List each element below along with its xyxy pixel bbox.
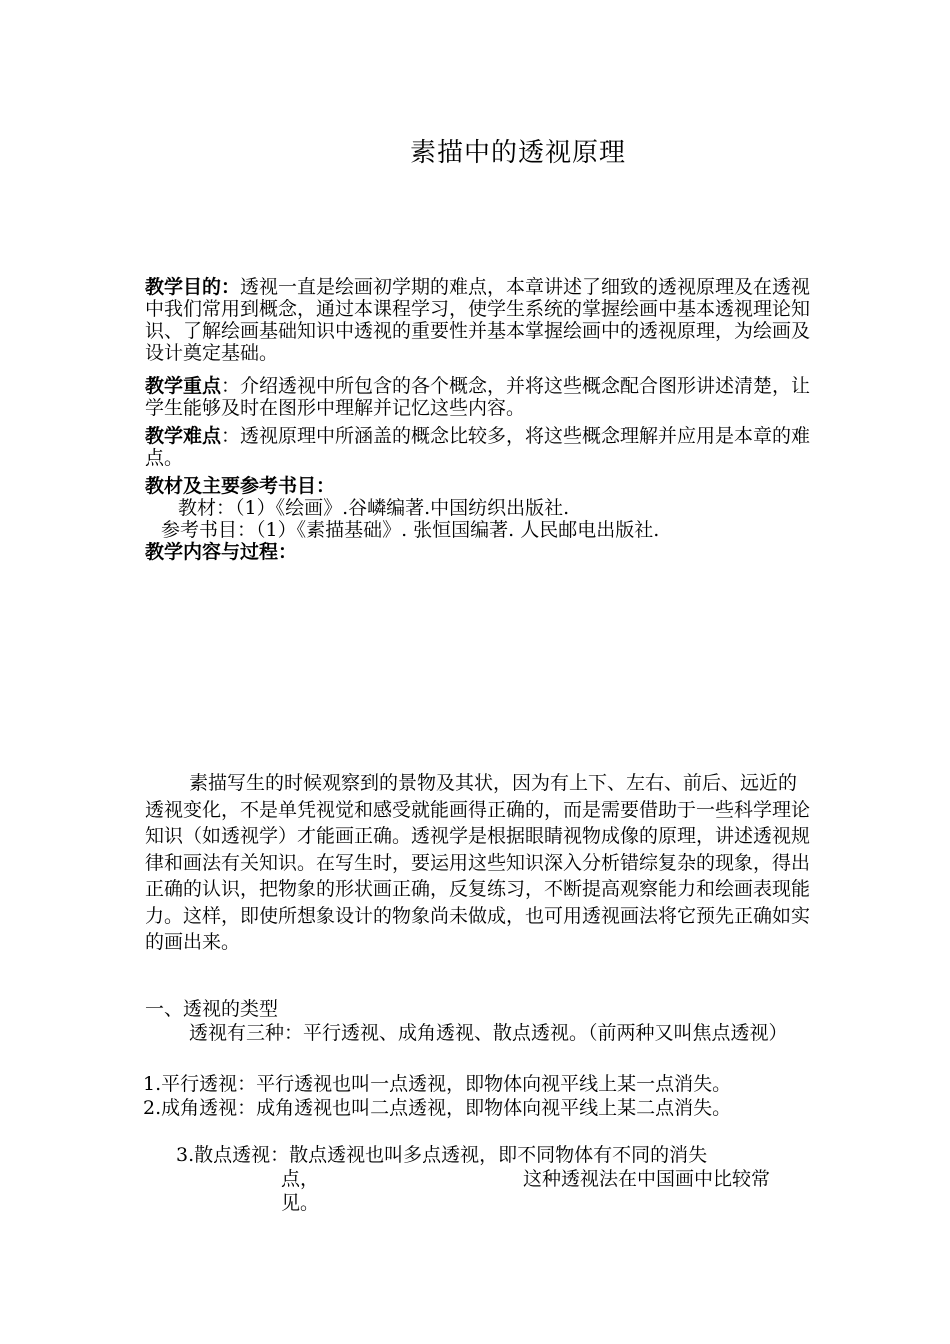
section-intro: 透视有三种：平行透视、成角透视、散点透视。（前两种又叫焦点透视） bbox=[189, 1022, 788, 1044]
section-heading: 一、透视的类型 bbox=[145, 998, 279, 1020]
scatter-line-3: 见。 bbox=[281, 1192, 320, 1214]
page-title: 素描中的透视原理 bbox=[409, 138, 626, 168]
teaching-objectives bbox=[145, 276, 813, 364]
difficulties-text: ：透视原理中所涵盖的概念比较多，将这些概念理解并应用是本章的难点。 bbox=[145, 425, 811, 469]
objectives-label: 教学目的： bbox=[145, 276, 241, 298]
key-points-label: 教学重点 bbox=[145, 375, 222, 397]
difficulties-label: 教学难点 bbox=[145, 425, 222, 447]
textbook-line: 教材：（1）《绘画》.谷嶙编著.中国纺织出版社. bbox=[178, 497, 570, 519]
scatter-line-2 bbox=[176, 1167, 816, 1191]
angular-perspective-item: 2.成角透视：成角透视也叫二点透视，即物体向视平线上某二点消失。 bbox=[143, 1097, 732, 1119]
teaching-difficulties bbox=[145, 425, 813, 469]
materials-label: 教材及主要参考书目： bbox=[145, 475, 336, 497]
teaching-key-points bbox=[145, 375, 813, 419]
key-points-text: ：介绍透视中所包含的各个概念，并将这些概念配合图形讲述清楚，让学生能够及时在图形中理解并记忆这些内容。 bbox=[145, 375, 811, 419]
content-label: 教学内容与过程： bbox=[145, 541, 298, 563]
objectives-text: 透视一直是绘画初学期的难点，本章讲述了细致的透视原理及在透视中我们常用到概念，通过本课程学习，使学生系统的掌握绘画中基本透视理论知识、了解绘画基础知识中透视的重要性并基本掌握绘画中的透视原理，为绘画及设计奠定基础。 bbox=[145, 276, 811, 364]
parallel-perspective-item: 1.平行透视：平行透视也叫一点透视，即物体向视平线上某一点消失。 bbox=[143, 1073, 732, 1095]
scatter-line-2b: 这种透视法在中国画中比较常 bbox=[523, 1168, 771, 1190]
scatter-line-2a: 点， bbox=[281, 1168, 320, 1190]
perspective-types-section bbox=[145, 997, 813, 1045]
scatter-perspective-item bbox=[176, 1143, 816, 1215]
reference-line: 参考书目：（1）《素描基础》. 张恒国编著. 人民邮电出版社. bbox=[161, 519, 660, 541]
intro-paragraph: 素描写生的时候观察到的景物及其状，因为有上下、左右、前后、远近的透视变化，不是单凭视觉和感受就能画得正确的，而是需要借助于一些科学理论知识（如透视学）才能画正确。透视学是根据眼睛视物成像的原理，讲述透视规律和画法有关知识。在写生时，要运用这些知识深入分析错综复杂的现象，得出正确的认识，把物象的形状画正确，反复练习，不断提高观察能力和绘画表现能力。这样，即使所想象设计的物象尚未做成，也可用透视画法将它预先正确如实的画出来。 bbox=[145, 772, 811, 953]
materials-section bbox=[145, 475, 813, 563]
scatter-line-1: 3.散点透视：散点透视也叫多点透视，即不同物体有不同的消失 bbox=[176, 1144, 708, 1166]
